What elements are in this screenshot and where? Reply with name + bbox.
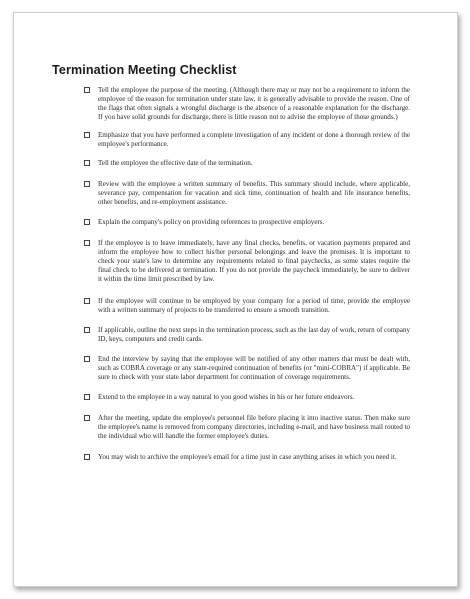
checklist-item-text: End the interview by saying that the employee will be notified of any other matters that must be dealt with, such as COBRA coverage or any state-required continuation of benefits (or "mini-COBRA") if applicable. Be sure to check with your state labor department for continuation of coverage requirements. <box>98 354 410 382</box>
checklist-item <box>84 393 410 402</box>
checkbox[interactable] <box>84 327 90 333</box>
checklist-item <box>84 86 410 122</box>
checklist-item-text: Extend to the employee in a way natural to you good wishes in his or her future endeavors. <box>98 393 355 402</box>
checklist-item-text: Tell the employee the effective date of the termination. <box>98 158 253 167</box>
checklist-item <box>84 297 410 315</box>
checklist-item-text: You may wish to archive the employee's email for a time just in case anything arises in which you need it. <box>98 452 397 461</box>
page-title: Termination Meeting Checklist <box>52 63 237 77</box>
checklist-item <box>84 159 410 168</box>
checkbox[interactable] <box>84 87 90 93</box>
checklist-item-text: If applicable, outline the next steps in the termination process, such as the last day of work, return of company ID, keys, computers and credit cards. <box>98 325 410 343</box>
checklist-item <box>84 131 410 149</box>
checklist-item-text: Explain the company's policy on providing references to prospective employers. <box>98 217 325 226</box>
checkbox[interactable] <box>84 240 90 246</box>
checkbox[interactable] <box>84 394 90 400</box>
checklist-item <box>84 326 410 344</box>
checklist-item <box>84 453 410 462</box>
checkbox[interactable] <box>84 219 90 225</box>
checklist-item <box>84 180 410 207</box>
checkbox[interactable] <box>84 160 90 166</box>
checklist-item-text: If the employee will continue to be employed by your company for a period of time, provide the employee with a written summary of projects to be transferred to ensure a smooth transition. <box>98 296 410 314</box>
checkbox[interactable] <box>84 454 90 460</box>
checklist-item-text: If the employee is to leave immediately, have any final checks, benefits, or vacation payments prepared and inform the employee how to collect his/her personal belongings and leave the premises. It is important to check your state's law to determine any requirements related to final paychecks, as some states require the final check to be delivered at termination. If you do not provide the paycheck immediately, be sure to deliver it within the time limit prescribed by law. <box>98 239 410 284</box>
checkbox[interactable] <box>84 181 90 187</box>
checklist-item-text: Review with the employee a written summary of benefits. This summary should include, where applicable, severance pay, compensation for vacation and sick time, continuation of health and life insurance benefits, other benefits, and re-employment assistance. <box>98 179 410 206</box>
checklist-item-text: Emphasize that you have performed a complete investigation of any incident or done a thorough review of the employee's performance. <box>98 131 410 149</box>
checklist-item <box>84 355 410 382</box>
checklist-item <box>84 414 410 441</box>
checkbox[interactable] <box>84 356 90 362</box>
checkbox[interactable] <box>84 298 90 304</box>
checkbox[interactable] <box>84 132 90 138</box>
checkbox[interactable] <box>84 415 90 421</box>
checklist-item-text: After the meeting, update the employee's personnel file before placing it into inactive status. Then make sure the employee's name is removed from company directories, including e-mail, and have business mail routed to the individual who will handle the former employee's duties. <box>98 414 410 441</box>
checklist-item <box>84 239 410 284</box>
checklist <box>84 86 410 462</box>
checklist-item <box>84 218 410 227</box>
checklist-item-text: Tell the employee the purpose of the meeting. (Although there may or may not be a requirement to inform the employee of the reason for termination under state law, it is generally advisable to provide the reason. One of the flags that often signals a wrongful discharge is the absence of a reasonable explanation for the discharge. If you have solid grounds for discharge, there is little reason not to advise the employee of those grounds.) <box>98 86 410 122</box>
